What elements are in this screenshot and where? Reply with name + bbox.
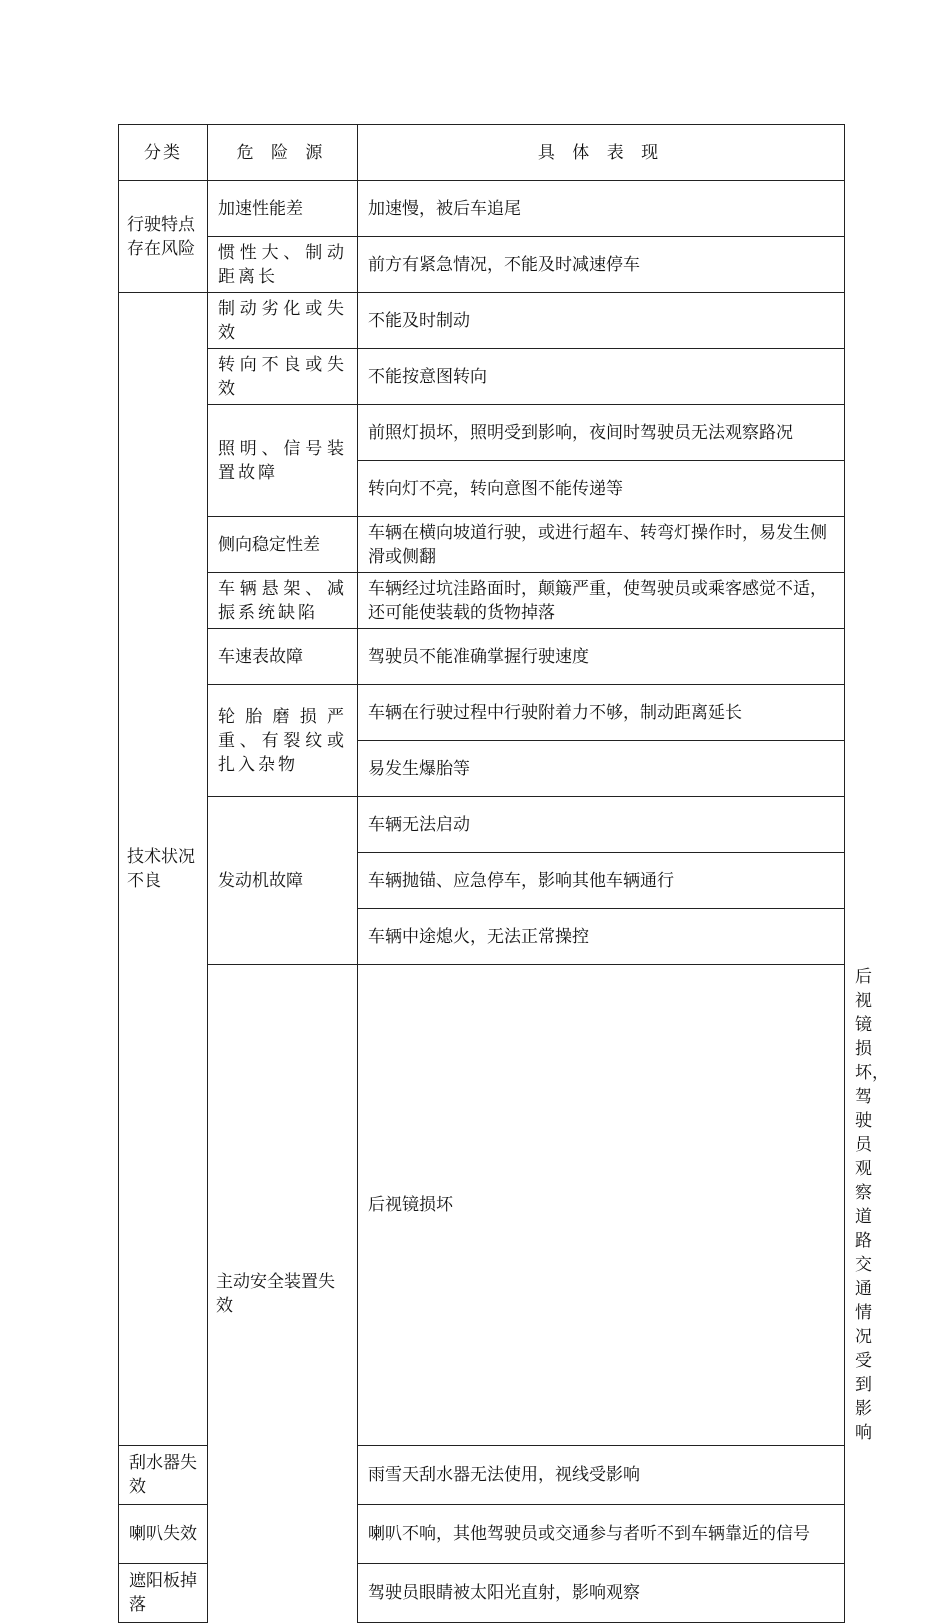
hazard-cell: 照明、信号装置故障 <box>208 405 358 517</box>
table-row <box>119 181 845 237</box>
manifestation-cell: 车辆无法启动 <box>358 797 845 853</box>
table-row: 主动安全装置失效 后视镜损坏 后视镜损坏，驾驶员观察道路交通情况受到影响 <box>119 965 845 1446</box>
table-row <box>119 573 845 629</box>
header-manifestation: 具 体 表 现 <box>358 125 845 181</box>
manifestation-cell: 前照灯损坏，照明受到影响，夜间时驾驶员无法观察路况 <box>358 405 845 461</box>
hazard-cell: 车辆悬架、减振系统缺陷 <box>208 573 358 629</box>
manifestation-cell: 喇叭不响，其他驾驶员或交通参与者听不到车辆靠近的信号 <box>358 1505 845 1564</box>
manifestation-cell: 车辆经过坑洼路面时，颠簸严重，使驾驶员或乘客感觉不适，还可能使装载的货物掉落 <box>358 573 845 629</box>
hazard-cell: 车速表故障 <box>208 629 358 685</box>
category-label: 主动安全装置失效 <box>216 1271 335 1316</box>
table-row <box>119 349 845 405</box>
manifestation-cell: 车辆在行驶过程中行驶附着力不够，制动距离延长 <box>358 685 845 741</box>
header-category: 分类 <box>119 125 208 181</box>
table-row <box>119 237 845 293</box>
table-row <box>119 517 845 573</box>
hazard-table <box>118 124 889 1623</box>
manifestation-cell: 转向灯不亮，转向意图不能传递等 <box>358 461 845 517</box>
manifestation-cell: 加速慢，被后车追尾 <box>358 181 845 237</box>
category-cell <box>119 181 208 293</box>
hazard-cell: 遮阳板掉落 <box>119 1564 208 1623</box>
hazard-cell: 转向不良或失效 <box>208 349 358 405</box>
manifestation-cell: 前方有紧急情况，不能及时减速停车 <box>358 237 845 293</box>
table-row <box>119 797 845 853</box>
hazard-cell: 制动劣化或失效 <box>208 293 358 349</box>
header-row <box>119 125 845 181</box>
manifestation-cell: 易发生爆胎等 <box>358 741 845 797</box>
category-cell <box>208 965 358 1623</box>
hazard-cell: 惯性大、制动距离长 <box>208 237 358 293</box>
manifestation-cell: 车辆中途熄火，无法正常操控 <box>358 909 845 965</box>
category-label: 技术状况不良 <box>127 847 195 891</box>
category-label: 行驶特点存在风险 <box>127 214 195 259</box>
manifestation-cell: 车辆在横向坡道行驶，或进行超车、转弯灯操作时，易发生侧滑或侧翻 <box>358 517 845 573</box>
category-cell <box>119 293 208 1446</box>
hazard-cell: 后视镜损坏 <box>358 965 845 1446</box>
header-hazard: 危 险 源 <box>208 125 358 181</box>
table-row <box>119 685 845 741</box>
manifestation-cell: 车辆抛锚、应急停车，影响其他车辆通行 <box>358 853 845 909</box>
manifestation-cell: 不能按意图转向 <box>358 349 845 405</box>
hazard-cell: 发动机故障 <box>208 797 358 965</box>
table-row <box>119 405 845 461</box>
hazard-cell: 刮水器失效 <box>119 1446 208 1505</box>
table-row <box>119 629 845 685</box>
hazard-cell: 侧向稳定性差 <box>208 517 358 573</box>
manifestation-cell: 驾驶员不能准确掌握行驶速度 <box>358 629 845 685</box>
manifestation-cell: 不能及时制动 <box>358 293 845 349</box>
hazard-cell: 加速性能差 <box>208 181 358 237</box>
hazard-cell: 轮胎磨损严重、有裂纹或扎入杂物 <box>208 685 358 797</box>
hazard-cell: 喇叭失效 <box>119 1505 208 1564</box>
table-row <box>119 293 845 349</box>
manifestation-cell: 雨雪天刮水器无法使用，视线受影响 <box>358 1446 845 1505</box>
manifestation-cell: 驾驶员眼睛被太阳光直射，影响观察 <box>358 1564 845 1623</box>
